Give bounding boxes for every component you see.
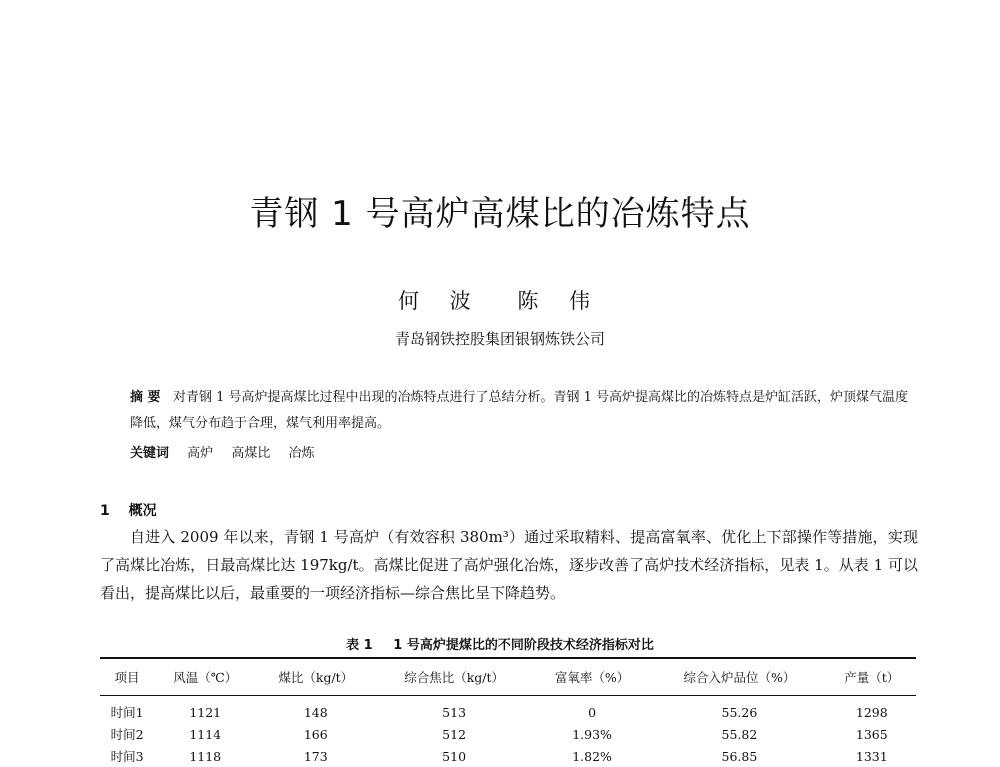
table-caption-text: 1 号高炉提煤比的不同阶段技术经济指标对比 [393, 638, 654, 653]
table-cell: 1298 [855, 704, 888, 720]
table-cell: 510 [442, 748, 467, 764]
table-cell: 56.85 [721, 748, 758, 764]
table-cell: 1331 [855, 748, 888, 764]
author-1: 何 波 [397, 289, 483, 313]
header-cell: 项目 [114, 670, 140, 685]
table-cell: 1114 [189, 726, 222, 742]
table-cell: 1118 [189, 748, 222, 764]
table-cell: 166 [303, 726, 328, 742]
table-cell: 55.26 [721, 704, 758, 720]
section-heading [100, 500, 157, 520]
table-caption [0, 634, 1000, 653]
data-table [100, 657, 916, 767]
table-header-row [100, 658, 916, 696]
table-cell: 1.93% [572, 726, 612, 742]
paragraph: 自进入 2009 年以来，青钢 1 号高炉（有效容积 380m³）通过采取精料、提高富氧率、优化上下部操作等措施，实现了高煤比冶炼，日最高煤比达 197kg/t。高煤比促进了高炉强化冶炼，逐步改善了高炉技术经济指标，见表 1。从表 1 可以看出，提高煤比以后，最重要的一项经济指标—综合焦比呈下降趋势。 [100, 528, 918, 602]
section-number: 1 [100, 503, 110, 519]
table-cell: 173 [303, 748, 328, 764]
authors [0, 285, 1000, 315]
paper-title: 青钢 1 号高炉高煤比的冶炼特点 [249, 194, 751, 234]
abstract-label: 摘 要 [130, 390, 161, 405]
table-cell: 时间1 [110, 705, 144, 720]
header-cell: 综合入炉品位（%） [683, 670, 796, 685]
table-cell: 55.82 [721, 726, 758, 742]
header-cell: 风温（℃） [173, 670, 238, 685]
table-cell: 513 [442, 704, 467, 720]
table-cell: 1.82% [572, 748, 612, 764]
affiliation: 青岛钢铁控股集团银钢炼铁公司 [394, 330, 605, 348]
abstract-text: 对青钢 1 号高炉提高煤比过程中出现的冶炼特点进行了总结分析。青钢 1 号高炉提高煤比的冶炼特点是炉缸活跃，炉顶煤气温度降低，煤气分布趋于合理，煤气利用率提高。 [130, 390, 909, 431]
section-title: 概况 [128, 503, 157, 519]
table-cell: 1365 [855, 726, 888, 742]
keywords [130, 442, 328, 461]
table-cell: 0 [588, 704, 597, 720]
abstract [130, 385, 910, 437]
table-label: 表 1 [346, 638, 373, 653]
table-cell: 512 [442, 726, 467, 742]
table-cell: 1121 [189, 704, 222, 720]
table-cell: 148 [303, 704, 328, 720]
header-cell: 产量（t） [844, 670, 900, 685]
author-2: 陈 伟 [517, 289, 603, 313]
header-cell: 富氧率（%） [554, 670, 630, 685]
table-row [100, 696, 916, 724]
keyword-3: 冶炼 [288, 446, 315, 461]
table-cell: 时间2 [110, 727, 144, 742]
keyword-1: 高炉 [187, 446, 214, 461]
table-row [100, 723, 916, 745]
header-cell: 煤比（kg/t） [278, 670, 354, 685]
table-row [100, 745, 916, 767]
keyword-2: 高煤比 [231, 446, 271, 461]
section-body [100, 523, 918, 607]
table-cell: 时间3 [110, 749, 144, 764]
header-cell: 综合焦比（kg/t） [404, 670, 504, 685]
keywords-label: 关键词 [130, 446, 170, 461]
